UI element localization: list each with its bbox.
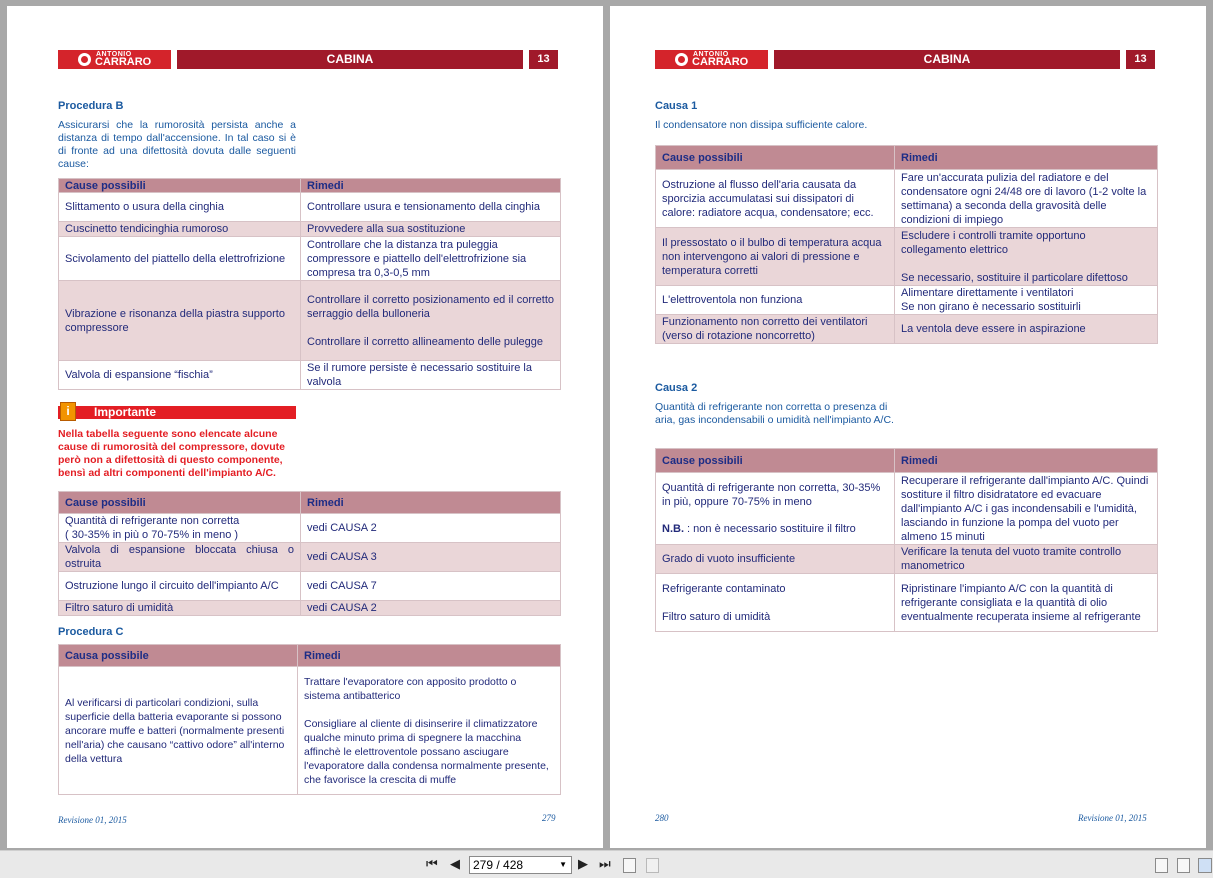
remedy-cell: Ripristinare l'impianto A/C con la quantità di refrigerante consigliata e la quantità di olio eventualmente recuperata insieme al refrigerante [895,574,1158,632]
other-causes-table [58,491,561,616]
cause-cell: Filtro saturo di umidità [59,601,301,616]
section-title: CABINA [774,50,1120,69]
remedy-cell: Fare un'accurata pulizia del radiatore e del condensatore ogni 24/48 ore di lavoro (1-2 volte la settimana) a seconda della gravosità delle condizioni di impiego [895,170,1158,228]
cause-cell: Il pressostato o il bulbo di temperatura acqua non intervengono ai valori di pressione e temperatura corretti [656,228,895,286]
column-header: Cause possibili [656,146,895,170]
brand-line2: CARRARO [692,56,749,68]
last-page-icon[interactable]: ⏭ [599,856,611,871]
brand-logo [58,50,171,69]
section-title: CABINA [177,50,523,69]
viewer-toolbar [0,850,1213,878]
table-row [656,170,1158,228]
page-header [58,50,558,69]
table-row [59,237,561,281]
causa-1-title: Causa 1 [655,100,698,112]
single-page-view-icon[interactable] [1155,858,1168,873]
column-header: Cause possibili [59,492,301,514]
cause-text: Refrigerante contaminato [662,582,786,595]
noise-causes-table [58,178,561,390]
cause-cell: Vibrazione e risonanza della piastra supporto compressore [59,281,301,361]
cause-cell: Scivolamento del piattello della elettrofrizione [59,237,301,281]
table-row [656,286,1158,315]
rotate-back-icon[interactable] [646,858,659,873]
next-page-icon[interactable]: ▶ [578,856,588,871]
table-row [59,667,561,795]
cause-cell: Valvola di espansione “fischia” [59,361,301,390]
column-header: Rimedi [895,449,1158,473]
column-header: Cause possibili [59,179,301,193]
first-page-icon[interactable]: ⏮ [426,856,438,871]
causa-1-table [655,145,1158,344]
table-row [59,572,561,601]
column-header: Cause possibili [656,449,895,473]
odor-causes-table [58,644,561,795]
footer-revision: Revisione 01, 2015 [1078,813,1147,823]
procedure-c-title: Procedura C [58,626,124,638]
cause-cell: Grado di vuoto insufficiente [656,545,895,574]
cause-cell: Valvola di espansione bloccata chiusa o ostruita [59,543,301,572]
footer-page-number: 279 [542,813,556,823]
cause-cell: Cuscinetto tendicinghia rumoroso [59,222,301,237]
procedure-b-title: Procedura B [58,100,124,112]
page-header [655,50,1155,69]
remedy-cell: Se il rumore persiste è necessario sostituire la valvola [301,361,561,390]
previous-page-icon[interactable]: ◀ [450,856,460,871]
remedy-cell: Provvedere alla sua sostituzione [301,222,561,237]
page-indicator: 279 / 428 [473,858,524,872]
brand-line2: CARRARO [95,56,152,68]
remedy-cell: Escludere i controlli tramite opportuno collegamento elettrico Se necessario, sostituire il particolare difettoso [895,228,1158,286]
cause-cell [656,473,895,545]
nb-label: N.B. [662,523,684,535]
continuous-view-icon[interactable] [1177,858,1190,873]
cause-cell [656,574,895,632]
procedure-b-text: Assicurarsi che la rumorosità persista anche a distanza di tempo dall'accensione. In tal caso si è di fronte ad una difettosità dovuta dalle seguenti cause: [58,119,296,170]
table-row [656,315,1158,344]
causa-2-text: Quantità di refrigerante non corretta o presenza di aria, gas incondensabili o umidità nell'impianto A/C. [655,401,894,426]
important-note: Nella tabella seguente sono elencate alcune cause di rumorosità del compressore, dovute però non a difettosità di questo componente, bensì ad altri componenti dell'impianto A/C. [58,428,285,479]
remedy-cell: vedi CAUSA 3 [301,543,561,572]
remedy-cell: vedi CAUSA 7 [301,572,561,601]
brand-logo [655,50,768,69]
rotate-page-icon[interactable] [623,858,636,873]
brand-line1: ANTONIO [693,51,729,58]
column-header: Causa possibile [59,645,298,667]
remedy-cell: Verificare la tenuta del vuoto tramite controllo manometrico [895,545,1158,574]
cause-cell: L'elettroventola non funziona [656,286,895,315]
page-number-input[interactable] [469,856,572,874]
table-row [59,193,561,222]
remedy-cell: vedi CAUSA 2 [301,601,561,616]
cause-text: Filtro saturo di umidità [662,610,771,623]
cause-cell: Quantità di refrigerante non corretta ( 30-35% in più o 70-75% in meno ) [59,514,301,543]
causa-1-text: Il condensatore non dissipa sufficiente calore. [655,119,868,131]
table-row [656,228,1158,286]
cause-cell: Slittamento o usura della cinghia [59,193,301,222]
remedy-cell: Controllare che la distanza tra puleggia compressore e piattello dell'elettrofrizione sia compresa tra 0,3-0,5 mm [301,237,561,281]
causa-2-table [655,448,1158,632]
brand-emblem-icon [675,53,688,66]
brand-emblem-icon [78,53,91,66]
table-row [59,281,561,361]
remedy-cell: Alimentare direttamente i ventilatori Se non girano è necessario sostituirli [895,286,1158,315]
table-row [59,514,561,543]
table-row [59,601,561,616]
column-header: Rimedi [301,179,561,193]
important-banner [58,406,296,419]
footer-page-number: 280 [655,813,669,823]
two-page-view-icon[interactable] [1198,858,1212,873]
remedy-cell: Recuperare il refrigerante dall'impianto A/C. Quindi sostiture il filtro disidratatore ed evacuare dall'impianto A/C i gas incondensabili e l'umidità, lasciando in funzione la pompa del vuoto per almeno 15 minuti [895,473,1158,545]
table-row [656,545,1158,574]
column-header: Rimedi [301,492,561,514]
column-header: Rimedi [298,645,561,667]
footer-revision: Revisione 01, 2015 [58,815,127,825]
cause-cell: Ostruzione lungo il circuito dell'impianto A/C [59,572,301,601]
remedy-cell: La ventola deve essere in aspirazione [895,315,1158,344]
important-label: Importante [94,405,157,419]
chapter-number: 13 [1126,50,1155,69]
remedy-cell: Trattare l'evaporatore con apposito prodotto o sistema antibatterico Consigliare al cliente di disinserire il climatizzatore qualche minuto prima di spegnere la macchina affinchè le elettroventole possano asciugare l'evaporatore dalla condensa normalmente presente, che favorisce la crescita di muffe [298,667,561,795]
chevron-down-icon[interactable]: ▼ [559,860,567,869]
nb-note [662,522,888,536]
table-row [59,222,561,237]
remedy-cell: Controllare il corretto posizionamento ed il corretto serraggio della bulloneria Controllare il corretto allineamento delle pulegge [301,281,561,361]
table-row [59,543,561,572]
column-header: Rimedi [895,146,1158,170]
cause-cell: Al verificarsi di particolari condizioni, sulla superficie della batteria evaporante si possono ancorare muffe e batteri (normalmente presenti nell'aria) che causano “cattivo odore” all'interno della vettura [59,667,298,795]
cause-cell: Funzionamento non corretto dei ventilatori (verso di rotazione noncorretto) [656,315,895,344]
cause-cell: Ostruzione al flusso dell'aria causata da sporcizia accumulatasi sui dissipatori di calore: radiatore acqua, condensatore; ecc. [656,170,895,228]
table-row [656,574,1158,632]
table-row [59,361,561,390]
nb-text: : non è necessario sostituire il filtro [684,523,856,535]
right-page [610,6,1206,848]
remedy-cell: vedi CAUSA 2 [301,514,561,543]
causa-2-title: Causa 2 [655,382,698,394]
remedy-cell: Controllare usura e tensionamento della cinghia [301,193,561,222]
brand-line1: ANTONIO [96,51,132,58]
cause-text: Quantità di refrigerante non corretta, 30-35% in più, oppure 70-75% in meno [662,482,881,508]
table-row [656,473,1158,545]
info-icon: i [60,402,76,421]
chapter-number: 13 [529,50,558,69]
left-page [7,6,603,848]
